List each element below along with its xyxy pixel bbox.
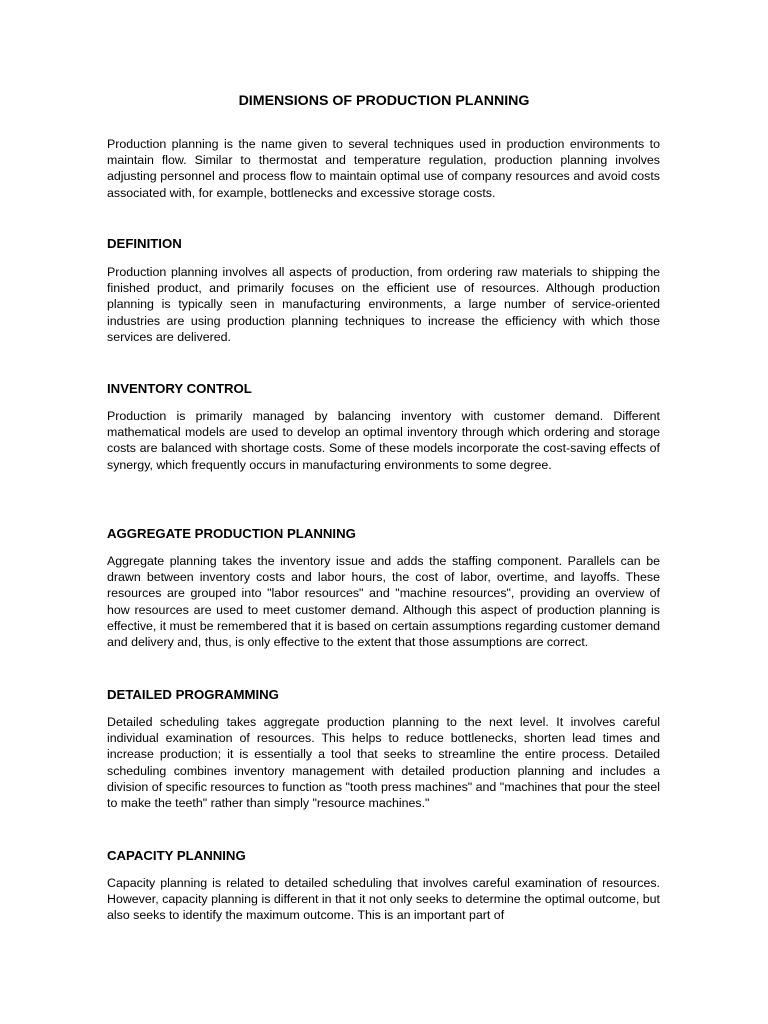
intro-paragraph: Production planning is the name given to several techniques used in production environments to maintain flow. Similar to thermostat and temperature regulation, production planning involves adjusting personnel and process flow to maintain optimal use of company resources and avoid costs associated with, for example, bottlenecks and excessive storage costs. bbox=[107, 137, 660, 200]
section-body-aggregate-production-planning: Aggregate planning takes the inventory issue and adds the staffing component. Parallels can be drawn between inventory costs and labor hours, the cost of labor, overtime, and layoffs. These resources are grouped into "labor resources" and "machine resources", providing an overview of how resources are used to meet customer demand. Although this aspect of production planning is effective, it must be remembered that it is based on certain assumptions regarding customer demand and delivery and, thus, is only effective to the extent that those assumptions are correct. bbox=[107, 554, 660, 650]
section-heading-detailed-programming: DETAILED PROGRAMMING bbox=[107, 687, 279, 702]
section-body-definition: Production planning involves all aspects of production, from ordering raw materials to shipping the finished product, and primarily focuses on the efficient use of resources. Although production planning is typically seen in manufacturing environments, a large number of service-oriented industries are using production planning techniques to increase the efficiency with which those services are delivered. bbox=[107, 265, 660, 344]
section-body-detailed-programming: Detailed scheduling takes aggregate production planning to the next level. It involves careful individual examination of resources. This helps to reduce bottlenecks, shorten lead times and increase production; it is essentially a tool that seeks to streamline the entire process. Detailed scheduling combines inventory management with detailed production planning and includes a division of specific resources to function as "tooth press machines" and "machines that pour the steel to make the teeth" rather than simply "resource machines." bbox=[107, 715, 660, 811]
section-heading-aggregate-production-planning: AGGREGATE PRODUCTION PLANNING bbox=[107, 526, 356, 541]
section-heading-inventory-control: INVENTORY CONTROL bbox=[107, 381, 252, 396]
section-heading-capacity-planning: CAPACITY PLANNING bbox=[107, 848, 246, 863]
page-title: DIMENSIONS OF PRODUCTION PLANNING bbox=[238, 93, 530, 109]
section-body-capacity-planning: Capacity planning is related to detailed scheduling that involves careful examination of resources. However, capacity planning is different in that it not only seeks to determine the optimal outcome, but also seeks to identify the maximum outcome. This is an important part of bbox=[107, 876, 660, 923]
section-heading-definition: DEFINITION bbox=[107, 236, 182, 251]
section-body-inventory-control: Production is primarily managed by balancing inventory with customer demand. Different mathematical models are used to develop an optimal inventory through which ordering and storage costs are balanced with shortage costs. Some of these models incorporate the cost-saving effects of synergy, which frequently occurs in manufacturing environments to some degree. bbox=[107, 409, 660, 472]
